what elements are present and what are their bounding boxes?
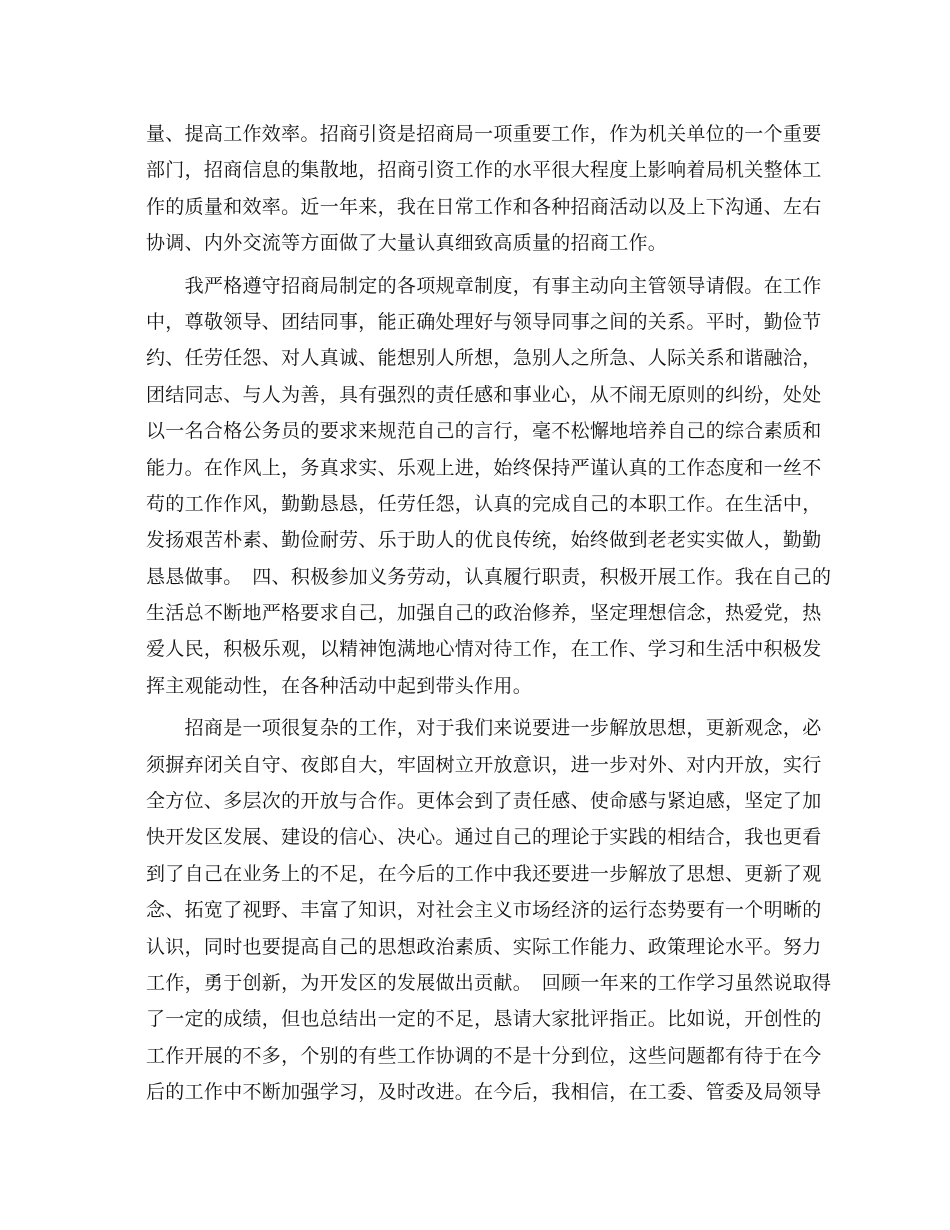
text-line: 中，尊敬领导、团结同事，能正确处理好与领导同事之间的关系。平时，勤俭节 [146, 310, 822, 333]
paragraph-3 [146, 710, 832, 1110]
text-line: 到了自己在业务上的不足，在今后的工作中我还要进一步解放了思想、更新了观 [146, 862, 822, 885]
text-line: 团结同志、与人为善，具有强烈的责任感和事业心，从不闹无原则的纠纷，处处 [146, 383, 822, 406]
text-line: 恳恳做事。 四、积极参加义务劳动，认真履行职责，积极开展工作。我在自己的 [146, 565, 832, 588]
paragraph-1 [146, 116, 822, 262]
text-line: 作的质量和效率。近一年来，我在日常工作和各种招商活动以及上下沟通、左右 [146, 195, 822, 218]
text-line: 爱人民，积极乐观，以精神饱满地心情对待工作，在工作、学习和生活中积极发 [146, 638, 822, 661]
text-line: 能力。在作风上，务真求实、乐观上进，始终保持严谨认真的工作态度和一丝不 [146, 456, 822, 479]
text-line: 快开发区发展、建设的信心、决心。通过自己的理论于实践的相结合，我也更看 [146, 826, 822, 849]
paragraph-2 [146, 268, 832, 705]
text-line: 招商是一项很复杂的工作，对于我们来说要进一步解放思想，更新观念，必 [146, 717, 822, 740]
text-line: 发扬艰苦朴素、勤俭耐劳、乐于助人的优良传统，始终做到老老实实做人，勤勤 [146, 529, 822, 552]
text-line: 苟的工作作风，勤勤恳恳，任劳任怨，认真的完成自己的本职工作。在生活中， [146, 492, 822, 515]
text-line: 工作开展的不多，个别的有些工作协调的不是十分到位，这些问题都有待于在今 [146, 1044, 822, 1067]
text-line: 全方位、多层次的开放与合作。更体会到了责任感、使命感与紧迫感，坚定了加 [146, 790, 822, 813]
text-line: 挥主观能动性，在各种活动中起到带头作用。 [146, 674, 533, 697]
text-line: 我严格遵守招商局制定的各项规章制度，有事主动向主管领导请假。在工作 [146, 274, 822, 297]
text-line: 约、任劳任怨、对人真诚、能想别人所想，急别人之所急、人际关系和谐融洽， [146, 347, 822, 370]
text-line: 后的工作中不断加强学习，及时改进。在今后，我相信，在工委、管委及局领导 [146, 1081, 822, 1104]
text-line: 了一定的成绩，但也总结出一定的不足，恳请大家批评指正。比如说，开创性的 [146, 1008, 822, 1031]
text-line: 工作，勇于创新，为开发区的发展做出贡献。 回顾一年来的工作学习虽然说取得 [146, 971, 832, 994]
text-line: 认识，同时也要提高自己的思想政治素质、实际工作能力、政策理论水平。努力 [146, 935, 822, 958]
document-body [146, 116, 832, 1111]
text-line: 部门，招商信息的集散地，招商引资工作的水平很大程度上影响着局机关整体工 [146, 159, 822, 182]
text-line: 以一名合格公务员的要求来规范自己的言行，毫不松懈地培养自己的综合素质和 [146, 420, 822, 443]
text-line: 协调、内外交流等方面做了大量认真细致高质量的招商工作。 [146, 232, 668, 255]
text-line: 念、拓宽了视野、丰富了知识，对社会主义市场经济的运行态势要有一个明晰的 [146, 899, 822, 922]
text-line: 生活总不断地严格要求自己，加强自己的政治修养，坚定理想信念，热爱党，热 [146, 602, 822, 625]
text-line: 须摒弃闭关自守、夜郎自大，牢固树立开放意识，进一步对外、对内开放，实行 [146, 753, 822, 776]
text-line: 量、提高工作效率。招商引资是招商局一项重要工作，作为机关单位的一个重要 [146, 123, 822, 145]
